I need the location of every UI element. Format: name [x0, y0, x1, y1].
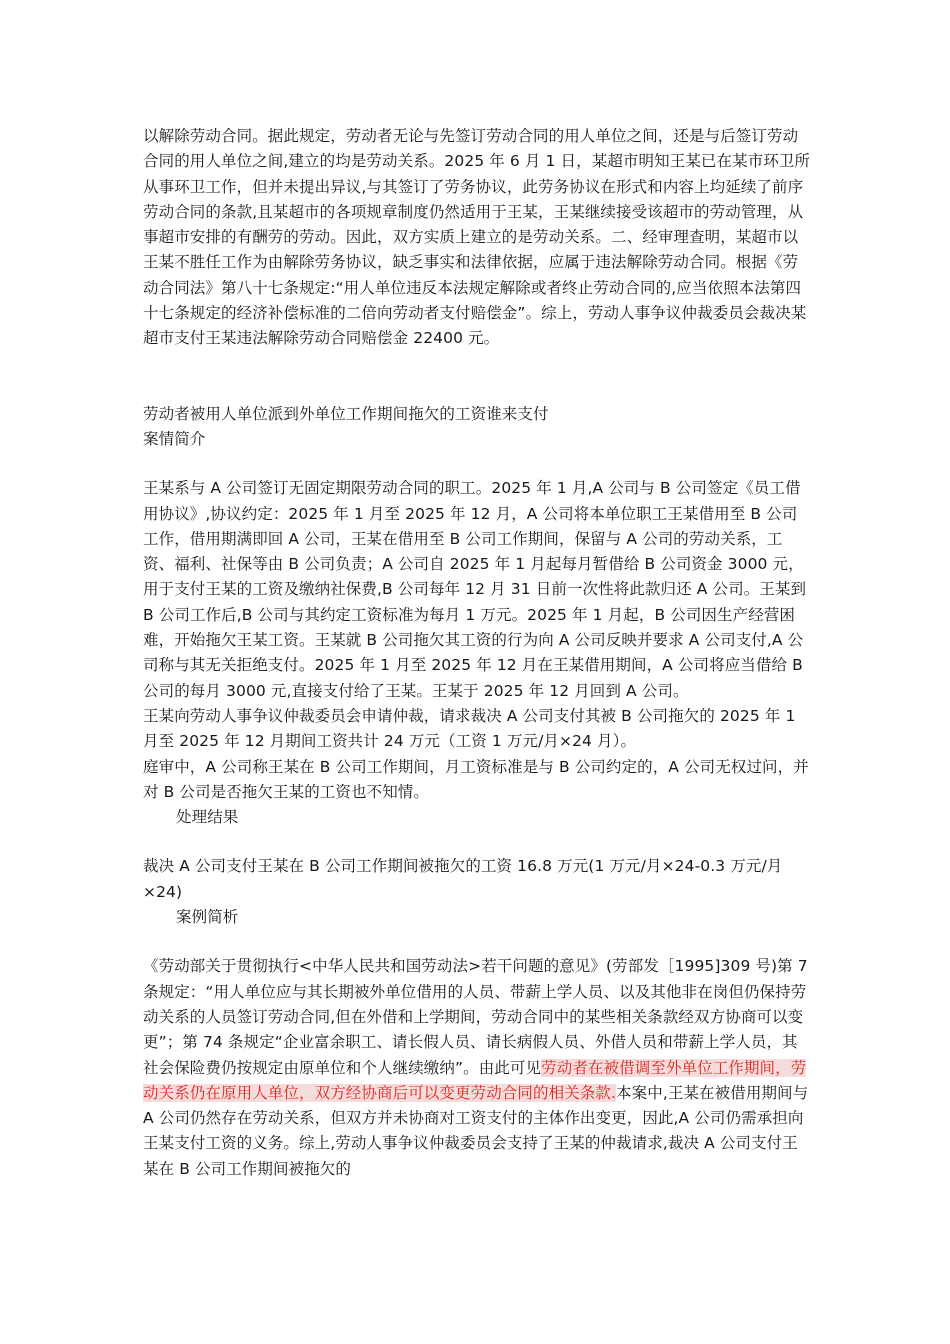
analysis-text-part-2: 本案中,王某在被借用期间与 A 公司仍然存在劳动关系，但双方并未协商对工资支付的主体作出变更，因此,A 公司仍需承担向王某支付工资的义务。综上,劳动人事争议仲裁委员会支持了王某的仲裁请求,裁决 A 公司支付王某在 B 公司工作期间被拖欠的 [143, 1083, 809, 1178]
paragraph-case-facts: 王某系与 A 公司签订无固定期限劳动合同的职工。2025 年 1 月,A 公司与 B 公司签定《员工借用协议》,协议约定：2025 年 1 月至 2025 年 12 月，A 公司将本单位职工王某借用至 B 公司工作，借用期满即回 A 公司，王某在借用至 B 公司工作期间，保留与 A 公司的劳动关系，工资、福利、社保等由 B 公司负责；A 公司自 2025 年 1 月起每月暂借给 B 公司资金 3000 元，用于支付王某的工资及缴纳社保费,B 公司每年 12 月 31 日前一次性将此款归还 A 公司。王某到 B 公司工作后,B 公司与其约定工资标准为每月 1 万元。2025 年 1 月起，B 公司因生产经营困难，开始拖欠王某工资。王某就 B 公司拖欠其工资的行为向 A 公司反映并要求 A 公司支付,A 公司称与其无关拒绝支付。2025 年 1 月至 2025 年 12 月在王某借用期间，A 公司将应当借给 B 公司的每月 3000 元,直接支付给了王某。王某于 2025 年 12 月回到 A 公司。 [143, 479, 807, 700]
paragraph-previous-case-conclusion: 以解除劳动合同。据此规定，劳动者无论与先签订劳动合同的用人单位之间，还是与后签订劳动合同的用人单位之间,建立的均是劳动关系。2025 年 6 月 1 日，某超市明知王某已在某市环卫所从事环卫工作，但并未提出异议,与其签订了劳务协议，此劳务协议在形式和内容上均延续了前序劳动合同的条款,且某超市的各项规章制度仍然适用于王某，王某继续接受该超市的劳动管理，从事超市安排的有酬劳的劳动。因此，双方实质上建立的是劳动关系。二、经审理查明，某超市以王某不胜任工作为由解除劳务协议，缺乏事实和法律依据，应属于违法解除劳动合同。根据《劳动合同法》第八十七条规定:“用人单位违反本法规定解除或者终止劳动合同的,应当依照本法第四十七条规定的经济补偿标准的二倍向劳动者支付赔偿金”。综上，劳动人事争议仲裁委员会裁决某超市支付王某违法解除劳动合同赔偿金 22400 元。 [143, 127, 811, 348]
document-body [143, 124, 811, 1182]
section-gap [143, 452, 811, 476]
heading-case-intro: 案情简介 [143, 429, 206, 448]
highlighted-conclusion: 劳动者在被借调至外单位工作期间，劳动关系仍在原用人单位，双方经协商后可以变更劳动合同的相关条款. [143, 1058, 807, 1102]
case-title: 劳动者被用人单位派到外单位工作期间拖欠的工资谁来支付 [143, 404, 549, 423]
heading-result: 处理结果 [176, 808, 239, 827]
heading-analysis: 案例简析 [176, 908, 239, 927]
paragraph-hearing: 庭审中，A 公司称王某在 B 公司工作期间，月工资标准是与 B 公司约定的，A 公司无权过问，并对 B 公司是否拖欠王某的工资也不知情。 [143, 757, 809, 801]
section-gap [143, 830, 811, 854]
paragraph-result: 裁决 A 公司支付王某在 B 公司工作期间被拖欠的工资 16.8 万元(1 万元/月×24-0.3 万元/月×24) [143, 857, 783, 901]
analysis-text-part-1: 《劳动部关于贯彻执行<中华人民共和国劳动法>若干问题的意见》(劳部发［1995]309 号)第 7 条规定：“用人单位应与其长期被外单位借用的人员、带薪上学人员、以及其他非在岗但仍保持劳动关系的人员签订劳动合同,但在外借和上学期间，劳动合同中的某些相关条款经双方协商可以变更”；第 74 条规定“企业富余职工、请长假人员、请长病假人员、外借人员和带薪上学人员，其社会保险费仍按规定由原单位和个人继续缴纳”。由此可见 [143, 957, 808, 1077]
paragraph-arbitration-request: 王某向劳动人事争议仲裁委员会申请仲裁，请求裁决 A 公司支付其被 B 公司拖欠的 2025 年 1 月至 2025 年 12 月期间工资共计 24 万元（工资 1 万元/月×24 月）。 [143, 706, 796, 751]
paragraph-analysis [143, 954, 811, 1182]
section-gap [143, 930, 811, 954]
section-gap [143, 352, 811, 402]
